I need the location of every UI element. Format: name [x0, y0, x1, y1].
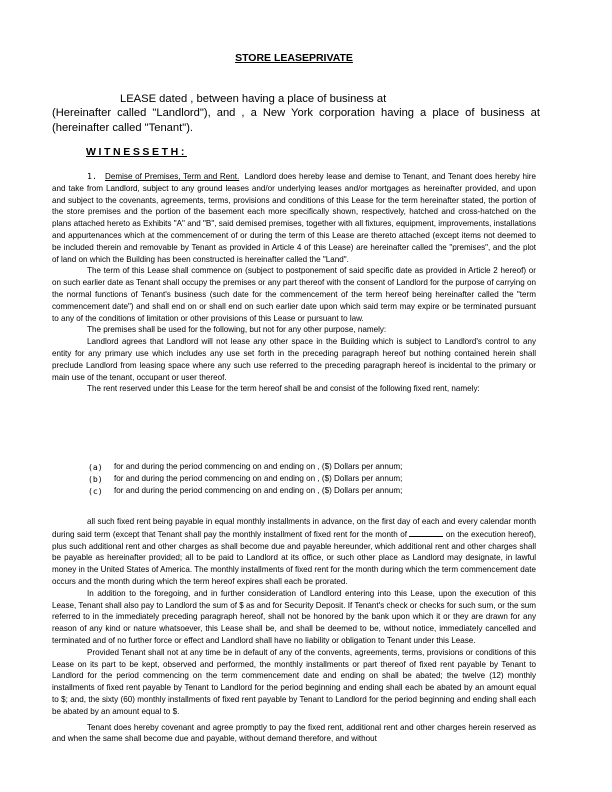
rent-item-text: for and during the period commencing on and ending on , ($) Dollars per annum; [114, 474, 403, 483]
rent-item [88, 485, 538, 497]
article-1-block [52, 171, 536, 395]
article-1-paragraph [52, 171, 536, 265]
document-title: STORE LEASEPRIVATE [235, 52, 353, 64]
rent-items-list [88, 461, 538, 497]
article-1-heading: Demise of Premises, Term and Rent. [105, 172, 240, 181]
payment-block [52, 516, 536, 745]
use-paragraph: The premises shall be used for the following, but not for any other purpose, namely: [87, 325, 387, 335]
abatement-paragraph: Provided Tenant shall not at any time be in default of any of the convents, agreements, terms, provisions or conditions of this Lease on its part to be kept, observed and performed, the monthly installments or part thereof of fixed rent payable by Tenant to Landlord for the period commencing on the term commencement date and ending on shall be abated; the twelve (12) monthly installments of fixed rent payable by Tenant to Landlord for the period beginning and ending shall each be abated by an amount equal to $; and, the sixty (60) monthly installments of fixed rent payable by Tenant to Landlord for the period beginning and ending shall each be abated by an amount equal to $. [52, 647, 536, 716]
payable-text-a: all such fixed rent being payable in equal monthly installments in advance, on the first day of each and every calendar month during said term (except that Tenant shall pay the monthly installment of fixed rent for the month of [52, 517, 536, 539]
payable-text-b: on the execution hereof), plus such additional rent and other charges as shall become due and payable hereunder, which additional rent and other charges shall be payable as hereinafter provided; all to be paid to Landlord at its office, or such other place as Landlord may designate, in lawful money in the United States of America. The monthly installments of fixed rent for the month during which the term commencement date occurs and the month during which the term hereof expires shall each be prorated. [52, 529, 537, 586]
witnesseth-heading: WITNESSETH: [86, 146, 187, 158]
intro-line-2: (Hereinafter called "Landlord"), and , a New York corporation having a place of business at (hereinafter called "Tenant"). [52, 107, 540, 134]
rent-item [88, 473, 538, 485]
covenant-paragraph: Tenant does hereby covenant and agree promptly to pay the fixed rent, additional rent and other charges herein reserved as and when the same shall become due and payable, without demand therefore, and without [52, 722, 536, 744]
rent-item-text: for and during the period commencing on and ending on , ($) Dollars per annum; [114, 486, 403, 495]
article-1-text: Landlord does hereby lease and demise to Tenant, and Tenant does hereby hire and take from Landlord, subject to any ground leases and/or underlying leases and/or mortgages as hereinafter provided, and upon and subject to the covenants, agreements, terms, provisions and conditions of this Lease for the term hereinafter stated, the portion of the store premises and the portion of the basement each more specifically shown, respectively, hatched and cross-hatched on the plans attached hereto as Exhibits "A" and "B", said demised premises, together with all fixtures, equipment, improvements, installations and appurtenances which at the commencement of or during the term of this Lease are thereto attached (except items not deemed to be included therein and removable by Tenant as provided in Article 4 of this Lease) are hereinafter called the "premises", and the plot of land on which the Building has been constructed is hereinafter called the "Land". [52, 172, 536, 264]
rent-paragraph: The rent reserved under this Lease for the term hereof shall be and consist of the following fixed rent, namely: [87, 384, 480, 394]
rent-item-label: (a) [88, 462, 103, 472]
term-paragraph: The term of this Lease shall commence on (subject to postponement of said specific date as provided in Article 2 hereof) or on such earlier date as Tenant shall occupy the premises or any part thereof with the consent of Landlord for the purpose of carrying on the normal functions of Tenant's business (such date for the commencement of the term hereof being hereinafter called the "term commencement date") and shall end on or shall end on such earlier date upon which said term may expire or be terminated pursuant to any of the conditions of limitation or other provisions of this Lease or pursuant to law. [52, 266, 536, 323]
payable-paragraph [52, 516, 536, 588]
intro-line-1: LEASE dated , between having a place of business at [120, 93, 387, 105]
rent-item-label: (b) [88, 474, 103, 484]
rent-item [88, 461, 538, 473]
month-blank [409, 528, 443, 537]
landlord-paragraph: Landlord agrees that Landlord will not lease any other space in the Building which is subject to Landlord's control to any entity for any primary use which includes any use set forth in the preceding paragraph hereof but nothing contained herein shall preclude Landlord from leasing space where any such use referred to the preceding paragraph hereof is incidental to the primary or main use of the tenant, occupant or user thereof. [52, 337, 536, 382]
security-paragraph: In addition to the foregoing, and in further consideration of Landlord entering into this Lease, upon the execution of this Lease, Tenant shall also pay to Landlord the sum of $ as and for Security Deposit. If Tenant's check or checks for such sum, or the sum referred to in the immediately preceding paragraph hereof, shall not be honored by the bank upon which it or they are drawn for any reason of any kind or nature whatsoever, this Lease shall be, and shall be deemed to be, without notice, immediately cancelled and terminated and of no further force or effect and Landlord shall have no liability or obligation to Tenant under this Lease. [52, 588, 536, 645]
rent-item-label: (c) [88, 486, 103, 496]
article-1-number: 1. [87, 171, 97, 181]
rent-item-text: for and during the period commencing on and ending on , ($) Dollars per annum; [114, 462, 403, 471]
